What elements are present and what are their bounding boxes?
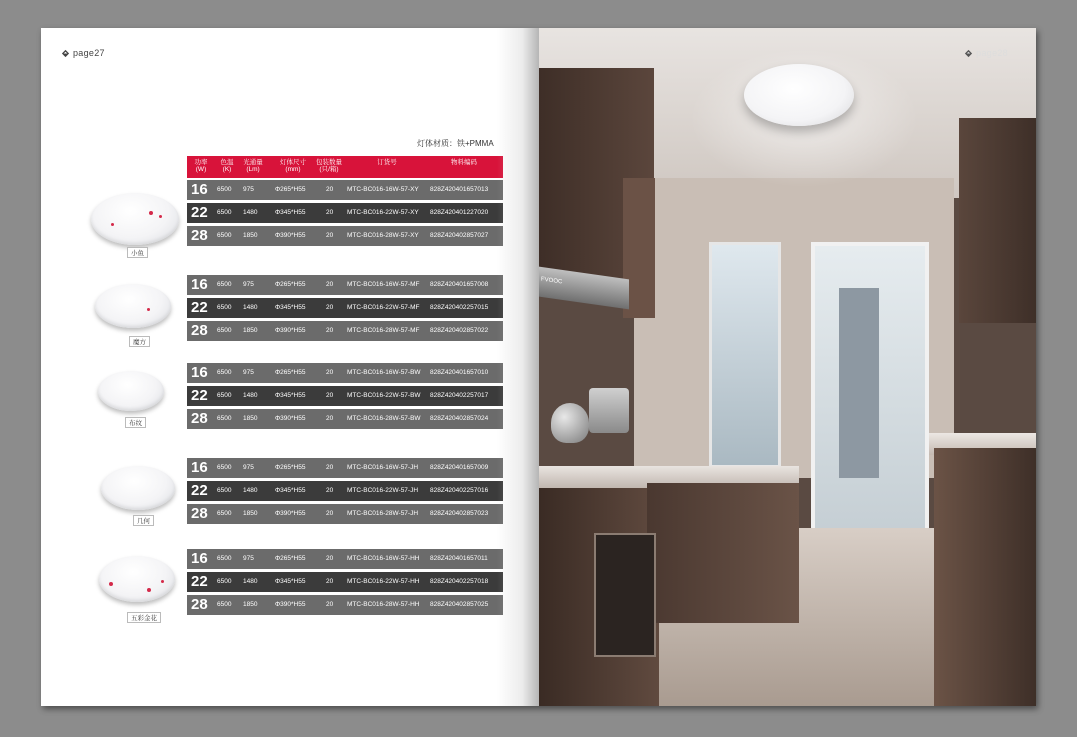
cell-code: 828Z420402857024	[430, 415, 489, 422]
cell-size: Φ265*H55	[275, 369, 306, 376]
cell-watt: 28	[191, 505, 208, 522]
page-number-left	[61, 48, 105, 58]
cell-qty: 20	[326, 555, 334, 562]
cell-cct: 6500	[217, 555, 232, 562]
cell-code: 828Z420401657009	[430, 464, 489, 471]
upper-cabinets-right	[959, 118, 1036, 323]
cell-watt: 22	[191, 204, 208, 221]
cell-cct: 6500	[217, 209, 232, 216]
cell-size: Φ345*H55	[275, 487, 306, 494]
cell-code: 828Z420401657008	[430, 281, 489, 288]
cell-size: Φ265*H55	[275, 281, 306, 288]
cell-lm: 975	[243, 281, 254, 288]
cell-watt: 16	[191, 550, 208, 567]
cell-lm: 975	[243, 464, 254, 471]
cell-cct: 6500	[217, 281, 232, 288]
cell-size: Φ390*H55	[275, 232, 306, 239]
cell-cct: 6500	[217, 415, 232, 422]
page-label: page28	[976, 48, 1008, 58]
cell-code: 828Z420401657013	[430, 186, 489, 193]
lamp-label-mofang: 魔方	[129, 336, 150, 347]
cell-lm: 1480	[243, 578, 258, 585]
cell-watt: 22	[191, 387, 208, 404]
cell-order: MTC-BC016-16W-57-JH	[347, 464, 419, 471]
cell-cct: 6500	[217, 369, 232, 376]
cell-qty: 20	[326, 487, 334, 494]
cell-code: 828Z420402857022	[430, 327, 489, 334]
cell-code: 828Z420402257017	[430, 392, 489, 399]
cell-watt: 28	[191, 410, 208, 427]
cell-qty: 20	[326, 304, 334, 311]
cell-qty: 20	[326, 415, 334, 422]
cell-order: MTC-BC016-28W-57-JH	[347, 510, 419, 517]
cell-qty: 20	[326, 578, 334, 585]
left-page	[41, 28, 539, 706]
cell-qty: 20	[326, 327, 334, 334]
cell-size: Φ390*H55	[275, 510, 306, 517]
cell-qty: 20	[326, 369, 334, 376]
cell-qty: 20	[326, 510, 334, 517]
cell-cct: 6500	[217, 392, 232, 399]
cell-order: MTC-BC016-22W-57-XY	[347, 209, 419, 216]
cell-cct: 6500	[217, 464, 232, 471]
cell-qty: 20	[326, 186, 334, 193]
cell-lm: 1480	[243, 487, 258, 494]
cell-lm: 975	[243, 369, 254, 376]
cell-lm: 1480	[243, 209, 258, 216]
cell-cct: 6500	[217, 186, 232, 193]
table-row	[187, 458, 503, 478]
cell-watt: 16	[191, 181, 208, 198]
table-row	[187, 549, 503, 569]
cell-order: MTC-BC016-28W-57-MF	[347, 327, 420, 334]
cell-cct: 6500	[217, 510, 232, 517]
table-row	[187, 504, 503, 524]
cell-order: MTC-BC016-16W-57-XY	[347, 186, 419, 193]
table-header	[187, 156, 503, 178]
cell-order: MTC-BC016-22W-57-MF	[347, 304, 420, 311]
cell-order: MTC-BC016-16W-57-HH	[347, 555, 420, 562]
cell-lm: 1850	[243, 510, 258, 517]
cell-watt: 16	[191, 276, 208, 293]
lamp-image-buwen	[98, 371, 164, 411]
cell-cct: 6500	[217, 601, 232, 608]
hood-brand: FVOOC	[541, 276, 563, 286]
cell-qty: 20	[326, 392, 334, 399]
cell-cct: 6500	[217, 327, 232, 334]
cell-size: Φ265*H55	[275, 464, 306, 471]
header-power: 功率 (W)	[194, 159, 208, 173]
header-order: 订货号	[377, 159, 397, 166]
cell-size: Φ345*H55	[275, 209, 306, 216]
cell-size: Φ345*H55	[275, 304, 306, 311]
cell-order: MTC-BC016-22W-57-JH	[347, 487, 419, 494]
header-qty: 包装数量 (只/箱)	[316, 159, 342, 173]
cell-qty: 20	[326, 209, 334, 216]
cell-cct: 6500	[217, 304, 232, 311]
cell-size: Φ390*H55	[275, 601, 306, 608]
lamp-image-xiaoyu	[91, 193, 179, 245]
cell-watt: 22	[191, 482, 208, 499]
kitchen-island	[647, 483, 799, 623]
ceiling-light	[744, 64, 854, 126]
table-row	[187, 595, 503, 615]
cell-lm: 1850	[243, 232, 258, 239]
cell-code: 828Z420401657011	[430, 555, 488, 562]
cell-order: MTC-BC016-28W-57-BW	[347, 415, 421, 422]
page-number-right	[964, 48, 1008, 58]
cell-size: Φ265*H55	[275, 186, 306, 193]
table-row	[187, 321, 503, 341]
cell-size: Φ345*H55	[275, 578, 306, 585]
table-row	[187, 481, 503, 501]
cell-size: Φ390*H55	[275, 415, 306, 422]
lamp-label-jihe: 几何	[133, 515, 154, 526]
cell-code: 828Z420401227020	[430, 209, 489, 216]
cell-qty: 20	[326, 601, 334, 608]
cell-order: MTC-BC016-16W-57-BW	[347, 369, 421, 376]
cell-code: 828Z420402257016	[430, 487, 489, 494]
lamp-image-mofang	[95, 284, 171, 328]
cell-watt: 28	[191, 227, 208, 244]
cell-lm: 1480	[243, 392, 258, 399]
cell-lm: 1480	[243, 304, 258, 311]
cell-code: 828Z420402257018	[430, 578, 489, 585]
lamp-image-wucaijinhua	[99, 556, 175, 602]
header-cct: 色温 (K)	[220, 159, 234, 173]
lamp-image-jihe	[101, 466, 175, 510]
cell-watt: 16	[191, 364, 208, 381]
window	[709, 242, 781, 468]
brand-logo-icon	[964, 49, 973, 58]
cell-code: 828Z420402857023	[430, 510, 489, 517]
cell-size: Φ345*H55	[275, 392, 306, 399]
header-lumen: 光通量 (Lm)	[243, 159, 263, 173]
cell-lm: 1850	[243, 327, 258, 334]
table-row	[187, 275, 503, 295]
table-row	[187, 203, 503, 223]
cell-cct: 6500	[217, 232, 232, 239]
cell-lm: 975	[243, 555, 254, 562]
cell-order: MTC-BC016-16W-57-MF	[347, 281, 420, 288]
brand-logo-icon	[61, 49, 70, 58]
cell-order: MTC-BC016-22W-57-HH	[347, 578, 420, 585]
table-row	[187, 298, 503, 318]
cell-qty: 20	[326, 464, 334, 471]
lamp-label-xiaoyu: 小鱼	[127, 247, 148, 258]
lower-cabinets-right	[934, 448, 1036, 706]
cell-qty: 20	[326, 281, 334, 288]
kettle	[551, 403, 589, 443]
table-row	[187, 226, 503, 246]
table-row	[187, 363, 503, 383]
cell-order: MTC-BC016-28W-57-XY	[347, 232, 419, 239]
cell-code: 828Z420402857027	[430, 232, 489, 239]
cell-code: 828Z420401657010	[430, 369, 489, 376]
cell-qty: 20	[326, 232, 334, 239]
table-row	[187, 180, 503, 200]
cell-order: MTC-BC016-28W-57-HH	[347, 601, 420, 608]
cell-lm: 1850	[243, 415, 258, 422]
oven	[594, 533, 656, 657]
cell-watt: 28	[191, 596, 208, 613]
cell-watt: 22	[191, 299, 208, 316]
cell-code: 828Z420402257015	[430, 304, 489, 311]
table-row	[187, 572, 503, 592]
cell-lm: 1850	[243, 601, 258, 608]
cell-code: 828Z420402857025	[430, 601, 489, 608]
cell-size: Φ265*H55	[275, 555, 306, 562]
cell-cct: 6500	[217, 578, 232, 585]
cell-size: Φ390*H55	[275, 327, 306, 334]
lamp-label-wucaijinhua: 五彩金花	[127, 612, 161, 623]
lamp-label-buwen: 布纹	[125, 417, 146, 428]
cell-watt: 16	[191, 459, 208, 476]
page-label: page27	[73, 48, 105, 58]
header-code: 物料编码	[451, 159, 477, 166]
cell-order: MTC-BC016-22W-57-BW	[347, 392, 421, 399]
table-row	[187, 409, 503, 429]
material-note: 灯体材质：铁+PMMA	[417, 139, 494, 148]
page-gutter-shadow	[497, 28, 539, 706]
cell-watt: 22	[191, 573, 208, 590]
stand-mixer	[589, 388, 629, 433]
cell-cct: 6500	[217, 487, 232, 494]
header-size: 灯体尺寸 (mm)	[280, 159, 306, 173]
right-page	[539, 28, 1036, 706]
cell-lm: 975	[243, 186, 254, 193]
catalog-spread	[41, 28, 1036, 706]
table-row	[187, 386, 503, 406]
cell-watt: 28	[191, 322, 208, 339]
